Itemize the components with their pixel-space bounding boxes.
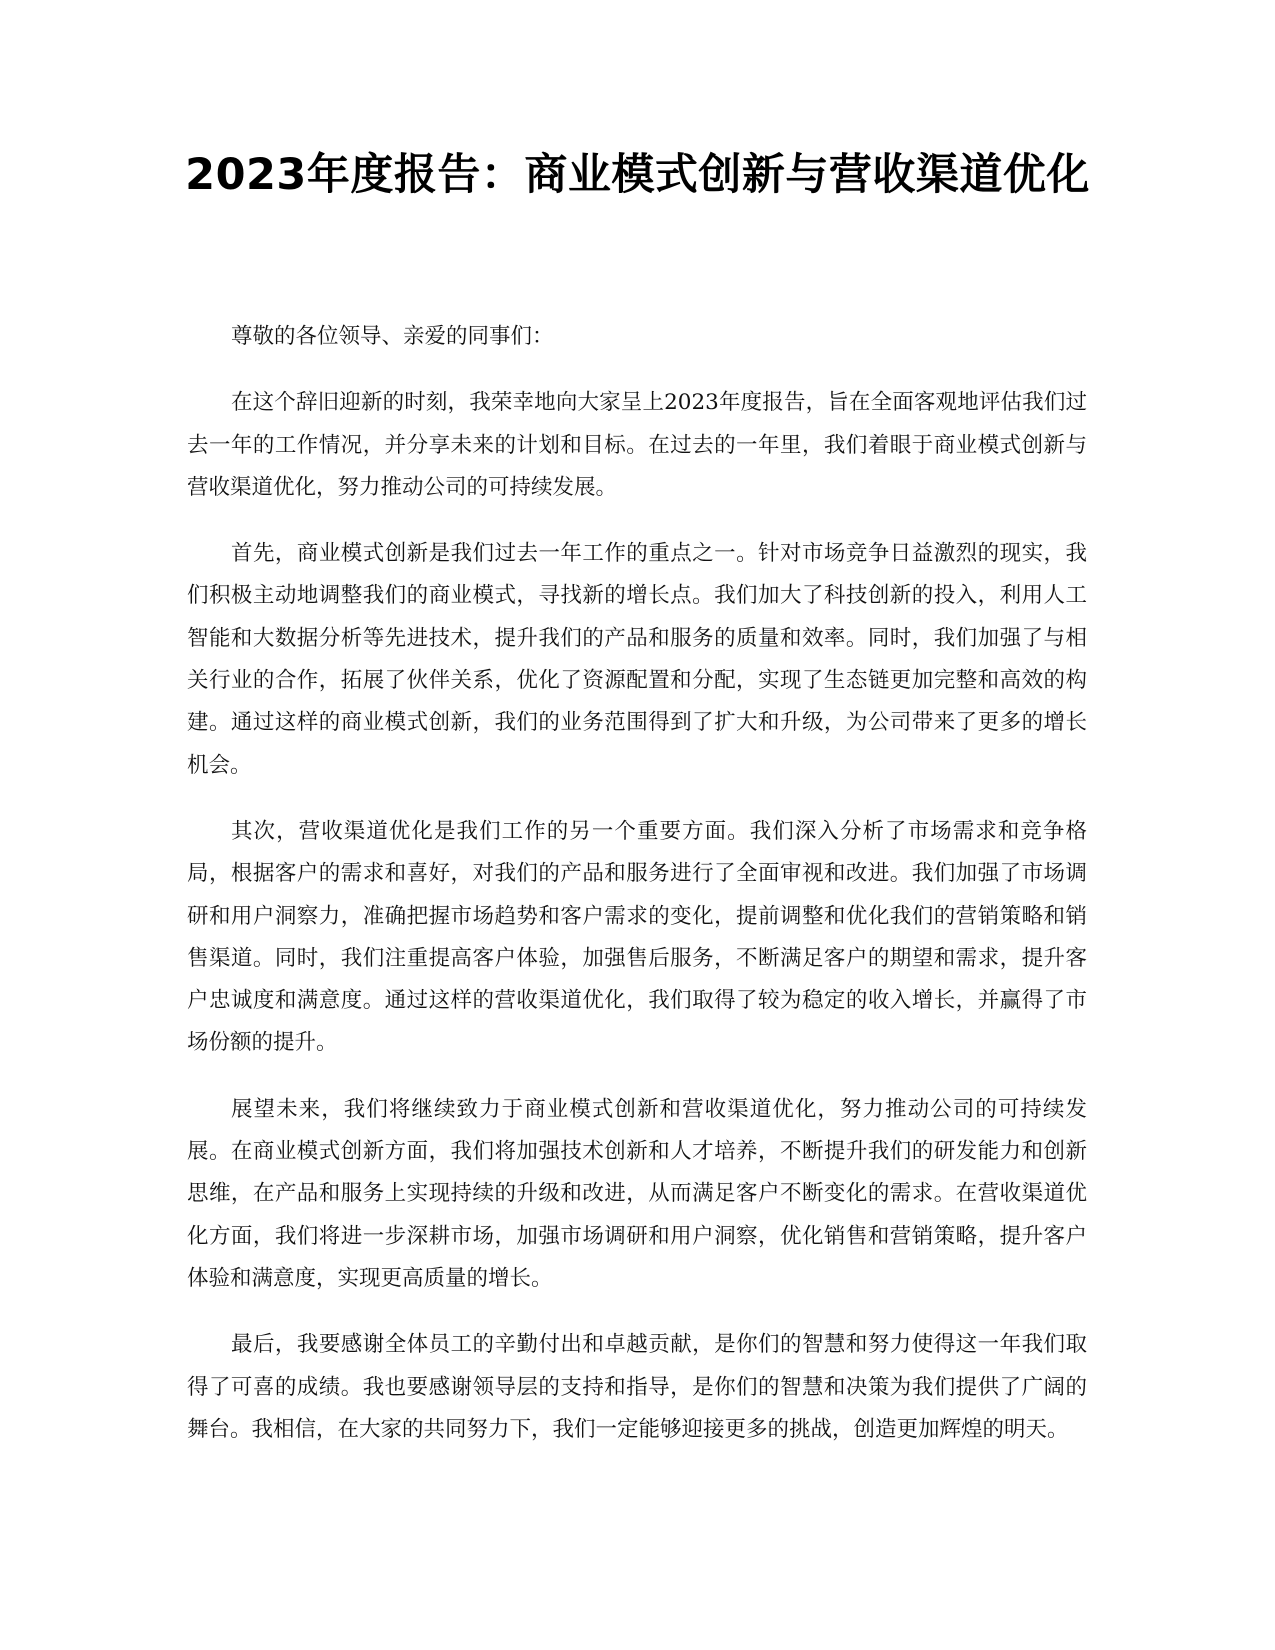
document-body: [187, 316, 1087, 1475]
paragraph-business-model: 首先，商业模式创新是我们过去一年工作的重点之一。针对市场竞争日益激烈的现实，我们积极主动地调整我们的商业模式，寻找新的增长点。我们加大了科技创新的投入，利用人工智能和大数据分析等先进技术，提升我们的产品和服务的质量和效率。同时，我们加强了与相关行业的合作，拓展了伙伴关系，优化了资源配置和分配，实现了生态链更加完整和高效的构建。通过这样的商业模式创新，我们的业务范围得到了扩大和升级，为公司带来了更多的增长机会。: [187, 541, 1087, 778]
paragraph-intro: 在这个辞旧迎新的时刻，我荣幸地向大家呈上2023年度报告，旨在全面客观地评估我们过去一年的工作情况，并分享未来的计划和目标。在过去的一年里，我们着眼于商业模式创新与营收渠道优化，努力推动公司的可持续发展。: [187, 390, 1087, 500]
paragraph-closing: 最后，我要感谢全体员工的辛勤付出和卓越贡献，是你们的智慧和努力使得这一年我们取得了可喜的成绩。我也要感谢领导层的支持和指导，是你们的智慧和决策为我们提供了广阔的舞台。我相信，在大家的共同努力下，我们一定能够迎接更多的挑战，创造更加辉煌的明天。: [187, 1332, 1087, 1442]
paragraph-outlook: 展望未来，我们将继续致力于商业模式创新和营收渠道优化，努力推动公司的可持续发展。在商业模式创新方面，我们将加强技术创新和人才培养，不断提升我们的研发能力和创新思维，在产品和服务上实现持续的升级和改进，从而满足客户不断变化的需求。在营收渠道优化方面，我们将进一步深耕市场，加强市场调研和用户洞察，优化销售和营销策略，提升客户体验和满意度，实现更高质量的增长。: [187, 1096, 1087, 1291]
paragraph-revenue-channels: 其次，营收渠道优化是我们工作的另一个重要方面。我们深入分析了市场需求和竞争格局，根据客户的需求和喜好，对我们的产品和服务进行了全面审视和改进。我们加强了市场调研和用户洞察力，准确把握市场趋势和客户需求的变化，提前调整和优化我们的营销策略和销售渠道。同时，我们注重提高客户体验，加强售后服务，不断满足客户的期望和需求，提升客户忠诚度和满意度。通过这样的营收渠道优化，我们取得了较为稳定的收入增长，并赢得了市场份额的提升。: [187, 818, 1087, 1056]
paragraph-salutation: 尊敬的各位领导、亲爱的同事们：: [231, 324, 554, 349]
document-title: 2023年度报告：商业模式创新与营收渠道优化: [185, 150, 1090, 200]
